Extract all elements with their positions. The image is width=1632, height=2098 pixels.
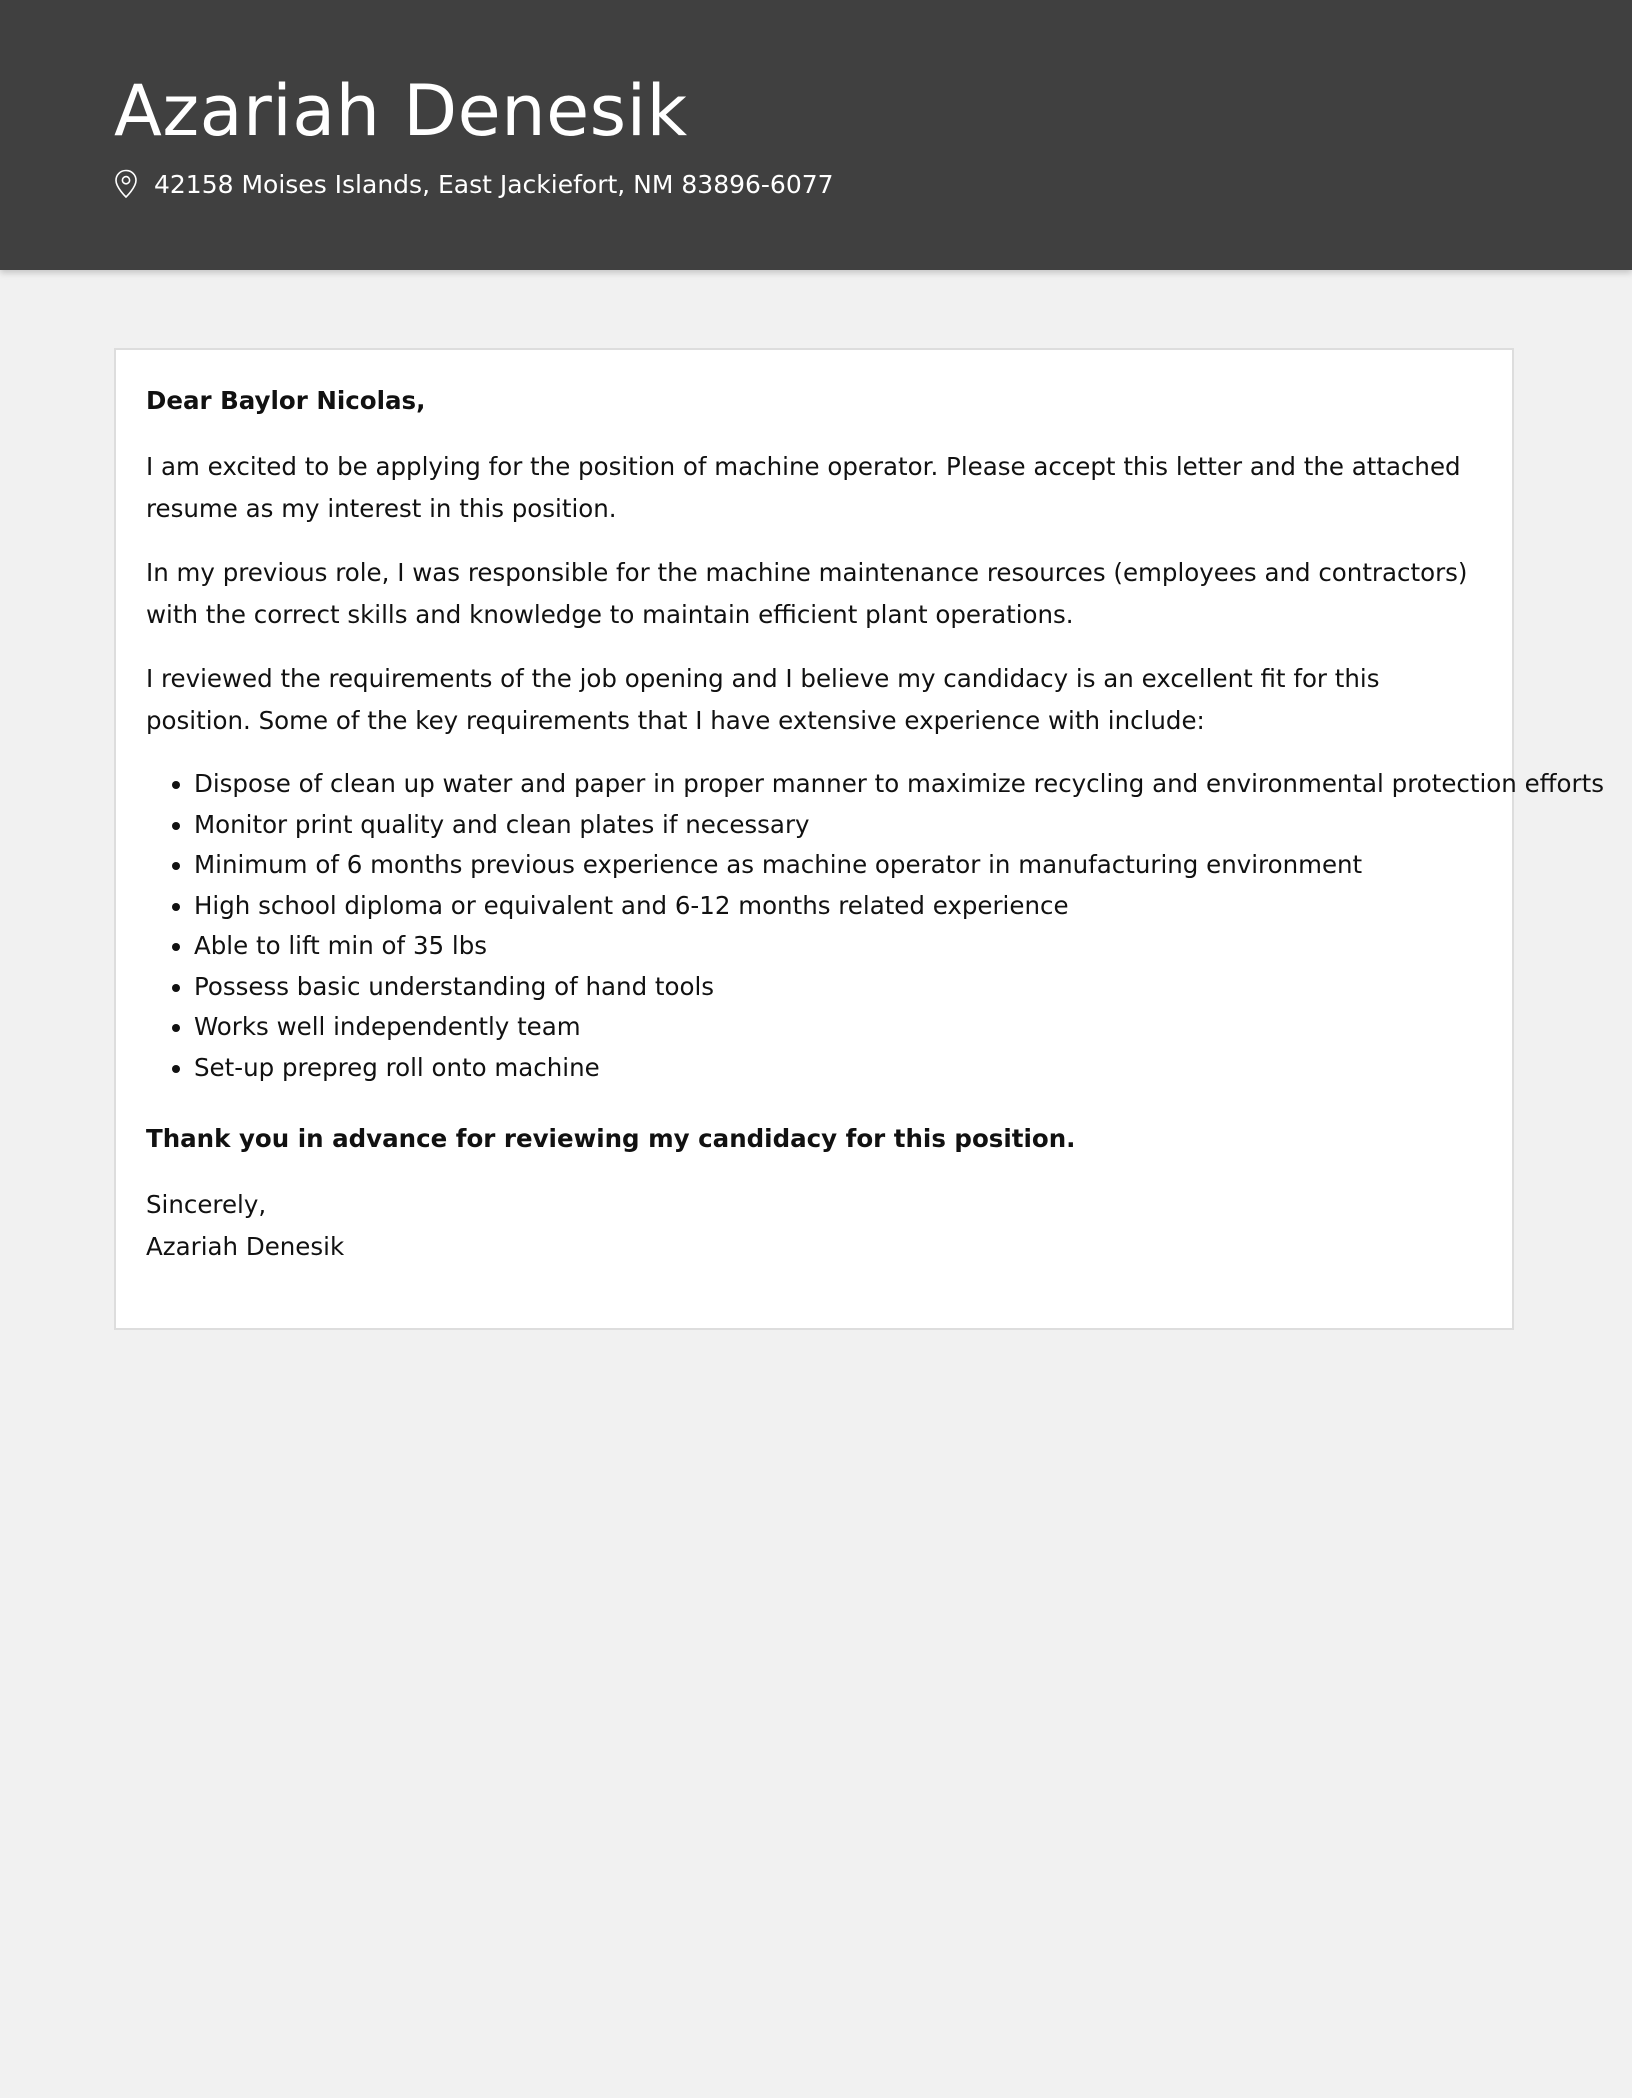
sign-off: Sincerely,	[146, 1190, 267, 1219]
requirements-intro-paragraph: I reviewed the requirements of the job opening and I believe my candidacy is an excellent fit for this position. Some of the key requirements that I have extensive experience with include:	[146, 664, 1380, 735]
signature: Azariah Denesik	[146, 1232, 345, 1261]
list-item: • Dispose of clean up water and paper in proper manner to maximize recycling and environmental protection efforts	[194, 764, 1482, 805]
address-row	[114, 166, 834, 202]
list-item: • Minimum of 6 months previous experience as machine operator in manufacturing environment	[194, 845, 1482, 886]
address-text: 42158 Moises Islands, East Jackiefort, NM 83896-6077	[154, 169, 834, 199]
salutation: Dear Baylor Nicolas,	[146, 386, 426, 415]
list-item: • Monitor print quality and clean plates if necessary	[194, 805, 1482, 846]
map-pin-icon	[114, 169, 138, 199]
applicant-name: Azariah Denesik	[114, 70, 688, 152]
list-item: • Works well independently team	[194, 1007, 1482, 1048]
header-banner	[0, 0, 1632, 270]
intro-paragraph: I am excited to be applying for the position of machine operator. Please accept this letter and the attached resume as my interest in this position.	[146, 452, 1461, 523]
list-item: • Possess basic understanding of hand tools	[194, 967, 1482, 1008]
list-item: • High school diploma or equivalent and 6-12 months related experience	[194, 886, 1482, 927]
requirements-list	[146, 764, 1604, 1088]
list-item: • Set-up prepreg roll onto machine	[194, 1048, 1482, 1089]
thank-you-line: Thank you in advance for reviewing my candidacy for this position.	[146, 1124, 1076, 1153]
experience-paragraph: In my previous role, I was responsible for the machine maintenance resources (employees and contractors) with the correct skills and knowledge to maintain efficient plant operations.	[146, 558, 1468, 629]
cover-letter-card	[114, 348, 1604, 1330]
list-item: • Able to lift min of 35 lbs	[194, 926, 1482, 967]
